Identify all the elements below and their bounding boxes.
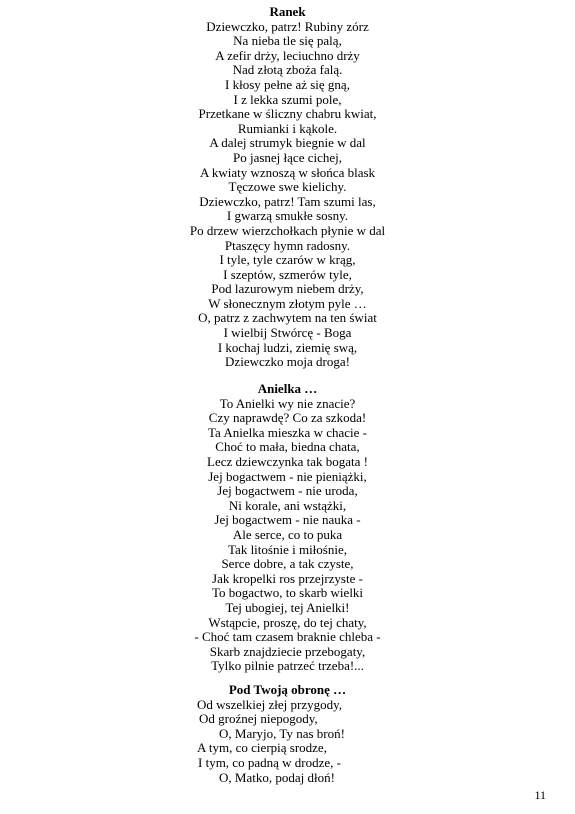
- poem-line: Dziewczko moja droga!: [225, 354, 350, 370]
- poem-line: Jej bogactwem - nie nauka -: [214, 512, 361, 528]
- poem-line: O, patrz z zachwytem na ten świat: [198, 310, 377, 326]
- poem-anielka: [0, 382, 575, 674]
- poem-line: Ptaszęcy hymn radosny.: [224, 237, 351, 253]
- poem-title: Pod Twoją obronę …: [228, 682, 347, 697]
- poem-line: Czy naprawdę? Co za szkoda!: [208, 410, 367, 426]
- poem-line: - Choć tam czasem braknie chleba -: [194, 629, 381, 645]
- poem-line: Rumianki i kąkole.: [237, 120, 338, 136]
- poem-title: Ranek: [269, 4, 306, 19]
- poem-line: Tak litośnie i miłośnie,: [228, 541, 347, 557]
- poem-line: A zefir drży, leciuchno drży: [215, 47, 360, 63]
- poem-line: Serce dobre, a tak czyste,: [221, 556, 354, 572]
- poem-line: A dalej strumyk biegnie w dal: [209, 135, 366, 151]
- poem-line: Lecz dziewczynka tak bogata !: [207, 453, 368, 469]
- poem-line: Od groźnej niepogody,: [199, 711, 318, 727]
- poem-body: [0, 698, 575, 786]
- poem-line: Skarb znajdziecie przebogaty,: [209, 643, 366, 659]
- poem-line: O, Matko, podaj dłoń!: [219, 769, 335, 785]
- poem-line: A tym, co cierpią srodze,: [197, 740, 327, 756]
- poem-line: Tylko pilnie patrzeć trzeba!...: [211, 658, 364, 674]
- poem-line: Ni korale, ani wstążki,: [228, 497, 347, 513]
- poem-line: Przetkane w śliczny chabru kwiat,: [198, 106, 377, 122]
- page-number: 11: [534, 788, 546, 802]
- poem-line: I kochaj ludzi, ziemię swą,: [217, 339, 358, 355]
- poem-body: [0, 20, 575, 370]
- poem-line: Jej bogactwem - nie pieniążki,: [208, 468, 367, 484]
- poem-line: I tym, co padną w drodze, -: [198, 754, 341, 770]
- poem-line: O, Maryjo, Ty nas broń!: [219, 725, 345, 741]
- poem-body: [0, 397, 575, 674]
- poem-line: A kwiaty wznoszą w słońca blask: [199, 164, 376, 180]
- poem-line: Od wszelkiej złej przygody,: [197, 696, 342, 712]
- poem-line: I wielbij Stwórcę - Boga: [223, 325, 352, 341]
- poem-line: Tęczowe swe kielichy.: [228, 179, 347, 195]
- poem-line: I tyle, tyle czarów w krąg,: [219, 252, 356, 268]
- poem-line: Dziewczko, patrz! Tam szumi las,: [199, 193, 376, 209]
- poem-line: I gwarzą smukłe sosny.: [226, 208, 349, 224]
- poem-line: To bogactwo, to skarb wielki: [211, 585, 364, 601]
- poem-line: Nad złotą zboża falą.: [232, 62, 343, 78]
- poem-line: I kłosy pełne aż się gną,: [225, 76, 350, 92]
- poem-line: Po jasnej łące cichej,: [232, 149, 342, 165]
- poem-line: Choć to mała, biedna chata,: [215, 439, 360, 455]
- poem-line: Na nieba tle się palą,: [233, 33, 342, 49]
- poem-line: Pod lazurowym niebem drży,: [211, 281, 364, 297]
- poem-line: To Anielki wy nie znacie?: [219, 395, 356, 411]
- poem-line: Ta Anielka mieszka w chacie -: [208, 424, 367, 440]
- poem-line: Jej bogactwem - nie uroda,: [217, 483, 358, 499]
- poem-line: Jak kropelki ros przejrzyste -: [212, 570, 363, 586]
- poem-line: I szeptów, szmerów tyle,: [223, 266, 352, 282]
- poem-title: Anielka …: [257, 381, 318, 396]
- poem-pod-twoja-obrone: [0, 683, 575, 785]
- poem-line: Po drzew wierzchołkach płynie w dal: [189, 222, 386, 238]
- poem-ranek: [0, 5, 575, 370]
- poem-line: Dziewczko, patrz! Rubiny zórz: [206, 18, 369, 34]
- poem-line: W słonecznym złotym pyle …: [208, 295, 367, 311]
- poem-line: Wstąpcie, proszę, do tej chaty,: [208, 614, 367, 630]
- poem-line: Ale serce, co to puka: [232, 526, 343, 542]
- poem-line: I z lekka szumi pole,: [233, 91, 342, 107]
- poem-line: Tej ubogiej, tej Anielki!: [225, 599, 350, 615]
